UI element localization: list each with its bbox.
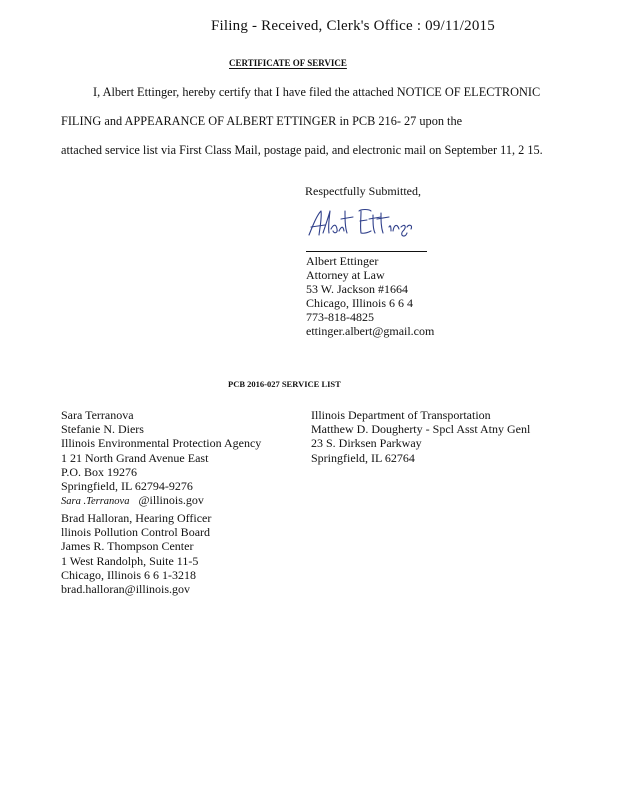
list-item: Illinois Department of Transportation (311, 408, 491, 422)
attorney-name: Albert Ettinger (306, 254, 379, 268)
list-item: 1 West Randolph, Suite 11-5 (61, 553, 199, 568)
list-item: Springfield, IL 62794-9276 (61, 479, 193, 494)
attorney-address-block (306, 254, 434, 339)
email-prefix: Sara .Terranova (61, 496, 130, 508)
attorney-title: Attorney at Law (306, 268, 385, 283)
certificate-title: CERTIFICATE OF SERVICE (229, 58, 347, 68)
email-line (61, 493, 261, 509)
attorney-street: 53 W. Jackson #1664 (306, 282, 408, 297)
service-list-title: PCB 2016-027 SERVICE LIST (228, 379, 341, 389)
attorney-email: ettinger.albert@gmail.com (306, 324, 435, 339)
certificate-line-3: attached service list via First Class Mail, postage paid, and electronic mail on September 11, 2 15. (61, 143, 543, 157)
service-entry-idot (311, 408, 530, 465)
list-item: James R. Thompson Center (61, 539, 194, 554)
list-item: Sara Terranova (61, 408, 134, 422)
filing-stamp: Filing - Received, Clerk's Office : 09/11/2015 (211, 18, 495, 34)
certificate-line-2: FILING and APPEARANCE OF ALBERT ETTINGER in PCB 216- 27 upon the (61, 114, 463, 128)
service-entry-hearing-officer (61, 511, 211, 596)
list-item: llinois Pollution Control Board (61, 525, 211, 540)
list-item: Brad Halloran, Hearing Officer (61, 511, 212, 525)
signature-rule (306, 251, 427, 252)
respectfully-submitted: Respectfully Submitted, (305, 184, 421, 198)
list-item: 1 21 North Grand Avenue East (61, 450, 209, 465)
attorney-phone: 773-818-4825 (306, 310, 374, 325)
service-entry-iepa (61, 408, 261, 509)
list-item: Stefanie N. Diers (61, 422, 144, 437)
list-item: 23 S. Dirksen Parkway (311, 436, 422, 451)
handwritten-signature (303, 205, 415, 241)
certificate-line-1: I, Albert Ettinger, hereby certify that I have filed the attached NOTICE OF ELECTRONIC (93, 85, 541, 99)
list-item: brad.halloran@illinois.gov (61, 582, 191, 597)
list-item: Illinois Environmental Protection Agency (61, 436, 262, 451)
list-item: Chicago, Illinois 6 6 1-3218 (61, 567, 196, 582)
list-item: Springfield, IL 62764 (311, 450, 415, 465)
list-item: P.O. Box 19276 (61, 464, 138, 479)
attorney-city: Chicago, Illinois 6 6 4 (306, 296, 413, 311)
list-item: Matthew D. Dougherty - Spcl Asst Atny Genl (311, 422, 531, 437)
email-suffix: @illinois.gov (129, 493, 204, 508)
